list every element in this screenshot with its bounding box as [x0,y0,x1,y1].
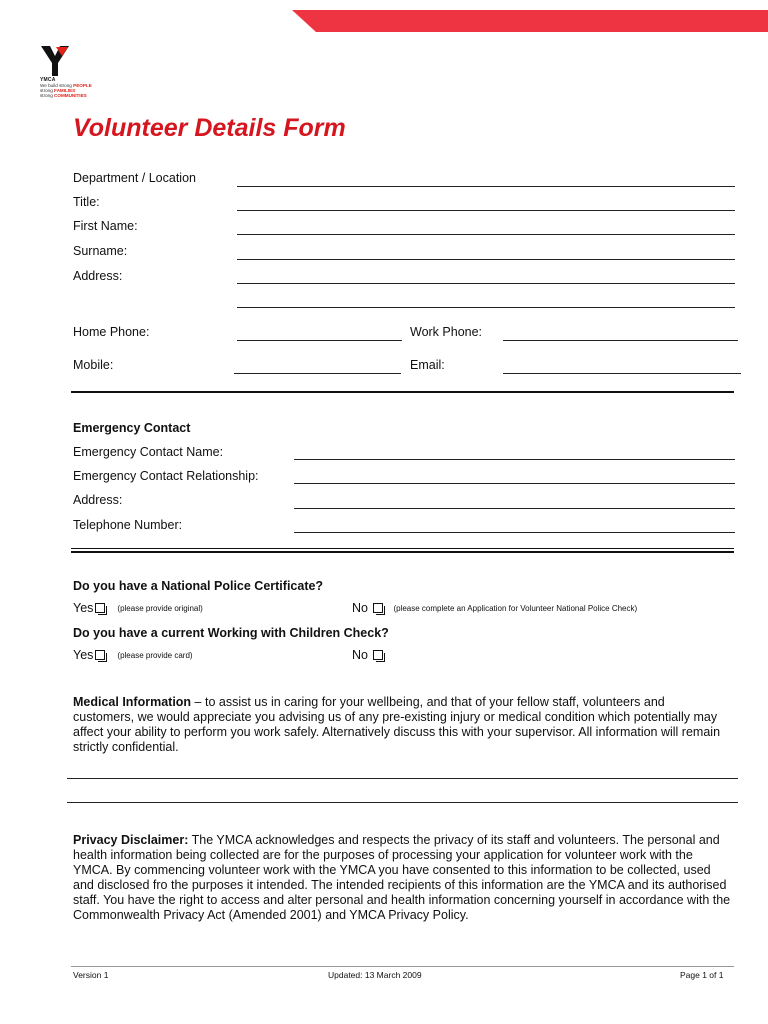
department-label: Department / Location [73,171,196,185]
title-label: Title: [73,195,100,209]
logo-tagline-1: We build strong PEOPLE [40,83,92,88]
ymca-logo-icon [38,44,72,78]
work-phone-field[interactable] [503,340,738,341]
emergency-name-field[interactable] [294,459,735,460]
surname-label: Surname: [73,244,128,258]
privacy-disclaimer [73,833,731,923]
address-label: Address: [73,269,123,283]
medical-text: – to assist us in caring for your wellbeing, and that of your fellow staff, volunteers and customers, we would appreciate you advising us of any pre-existing injury or medical condition which potentially may affect your ability to perform you work safely. Alternatively discuss this with your supervisor. All information will remain strictly confidential. [73,695,721,754]
title-field[interactable] [237,210,735,211]
footer-updated: Updated: 13 March 2009 [328,970,422,980]
medical-field-line-2[interactable] [67,802,738,803]
privacy-lead: Privacy Disclaimer: [73,833,189,847]
section-divider-1 [71,391,734,393]
police-yes-note: (please provide original) [117,604,203,613]
header-red-band [0,0,768,36]
police-no-label: No [352,601,368,615]
logo-name: YMCA [40,77,56,83]
emergency-heading: Emergency Contact [73,421,191,435]
police-question: Do you have a National Police Certificate? [73,579,324,593]
police-yes-option[interactable] [73,601,203,615]
form-title: Volunteer Details Form [73,114,346,142]
home-phone-field[interactable] [237,340,402,341]
email-label: Email: [410,358,445,372]
police-yes-checkbox[interactable] [95,603,105,613]
police-no-option[interactable] [352,601,637,615]
wwcc-yes-note: (please provide card) [117,651,193,660]
address-field-line-2[interactable] [237,307,735,308]
emergency-address-field[interactable] [294,508,735,509]
wwcc-question: Do you have a current Working with Children Check? [73,626,389,640]
first-name-label: First Name: [73,219,138,233]
emergency-address-label: Address: [73,493,123,507]
email-field[interactable] [503,373,741,374]
mobile-field[interactable] [234,373,401,374]
police-yes-label: Yes [73,601,94,615]
police-no-note: (please complete an Application for Volunteer National Police Check) [393,604,638,613]
mobile-label: Mobile: [73,358,114,372]
wwcc-no-label: No [352,648,368,662]
first-name-field[interactable] [237,234,735,235]
footer-rule [71,966,734,967]
emergency-telephone-label: Telephone Number: [73,518,183,532]
police-no-checkbox[interactable] [373,603,383,613]
emergency-telephone-field[interactable] [294,532,735,533]
footer-page: Page 1 of 1 [680,970,724,980]
wwcc-no-checkbox[interactable] [373,650,383,660]
section-divider-2a [71,548,734,549]
surname-field[interactable] [237,259,735,260]
medical-lead: Medical Information [73,695,192,709]
emergency-relationship-label: Emergency Contact Relationship: [73,469,259,483]
home-phone-label: Home Phone: [73,325,150,339]
medical-field-line-1[interactable] [67,778,738,779]
wwcc-yes-checkbox[interactable] [95,650,105,660]
medical-information [73,695,725,755]
emergency-relationship-field[interactable] [294,483,735,484]
address-field-line-1[interactable] [237,283,735,284]
wwcc-yes-option[interactable] [73,648,193,662]
privacy-text: The YMCA acknowledges and respects the privacy of its staff and volunteers. The personal and health information being collected are for the purposes of processing your application for volunteer work with the YMCA. By commencing volunteer work with the YMCA you have consented to this information to be collected, used and disclosed fro the purposes it intended. The intended recipients of this information are the YMCA and its authorised staff. You have the right to access and alter personal and health information concerning yourself in accordance with the Commonwealth Privacy Act (Amended 2001) and YMCA Privacy Policy. [73,833,731,922]
section-divider-2b [71,551,734,553]
logo-tagline-3: strong COMMUNITIES [40,93,87,98]
emergency-name-label: Emergency Contact Name: [73,445,224,459]
footer-version: Version 1 [73,970,109,980]
logo-tagline-2: strong FAMILIES [40,88,76,93]
work-phone-label: Work Phone: [410,325,483,339]
department-field[interactable] [237,186,735,187]
wwcc-yes-label: Yes [73,648,94,662]
wwcc-no-option[interactable] [352,648,383,662]
